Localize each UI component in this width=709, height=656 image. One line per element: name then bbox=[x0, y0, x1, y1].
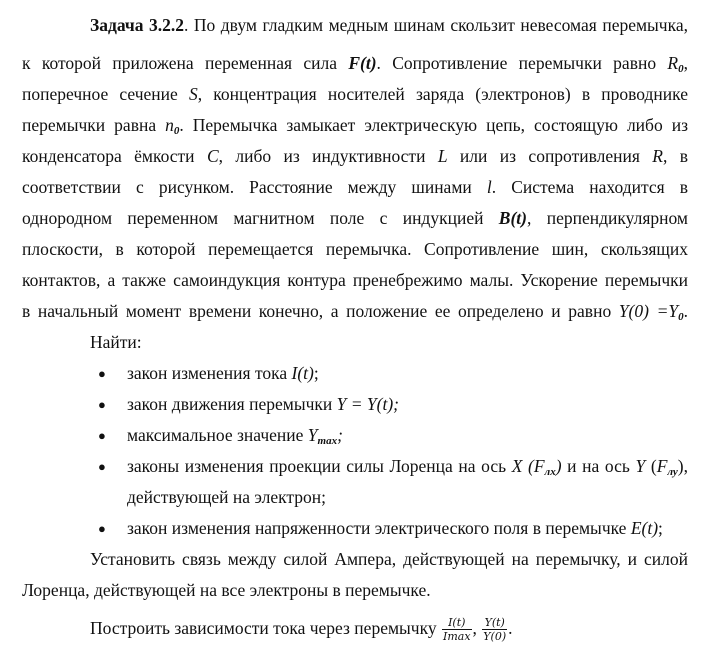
text-segment: соответствии с рисунком. Расстояние между шинами bbox=[22, 177, 487, 197]
paragraph-line bbox=[22, 141, 688, 172]
text-segment: , концентрация носителей заряда (электронов) в проводнике bbox=[197, 84, 688, 104]
paragraph-line bbox=[22, 265, 688, 296]
text-segment: перемычки равна bbox=[22, 115, 166, 135]
fraction-current bbox=[442, 616, 472, 643]
bullet-icon: ● bbox=[98, 459, 106, 474]
paragraph-line bbox=[22, 10, 688, 41]
bullet-icon: ● bbox=[98, 397, 106, 412]
paragraph-line bbox=[22, 234, 688, 265]
paragraph-line bbox=[22, 172, 688, 203]
text-segment: , либо из индуктивности bbox=[218, 146, 438, 166]
math-symbol: F(t) bbox=[348, 53, 377, 73]
text-segment: . bbox=[683, 301, 688, 321]
math-symbol: S bbox=[188, 84, 198, 104]
math-symbol: R bbox=[652, 146, 663, 166]
paragraph-line bbox=[22, 203, 688, 234]
text-segment: , bbox=[683, 53, 688, 73]
find-list bbox=[22, 358, 688, 544]
math-symbol: ) bbox=[555, 456, 562, 476]
text-segment: однородном переменном магнитном поле с индукцией bbox=[22, 208, 499, 228]
text-segment: . Сопротивление перемычки равно bbox=[376, 53, 668, 73]
subscript-text: 0 bbox=[678, 311, 684, 323]
relation-line-1: Установить связь между силой Ампера, действующей на перемычку, и силой bbox=[90, 549, 688, 569]
paragraph-line bbox=[22, 296, 688, 327]
text-segment: в начальный момент времени конечно, а положение ее определено и равно bbox=[22, 301, 619, 321]
fraction-numerator: I(t) bbox=[442, 616, 472, 630]
list-item bbox=[22, 389, 688, 420]
subscript-text: 0 bbox=[173, 125, 180, 137]
paragraph-line bbox=[22, 48, 688, 79]
text-segment: действующей на электрон; bbox=[127, 487, 326, 507]
text-segment: Задача 3.2.2 bbox=[90, 15, 185, 35]
math-symbol: B(t) bbox=[498, 208, 527, 228]
text-segment: закон изменения тока bbox=[127, 363, 292, 383]
text-segment: закон изменения напряженности электрического поля в перемычке bbox=[127, 518, 631, 538]
separator: , bbox=[472, 618, 482, 638]
text-segment: . Система находится в bbox=[491, 177, 688, 197]
text-segment: закон движения перемычки bbox=[127, 394, 337, 414]
math-symbol: ; bbox=[337, 425, 343, 445]
math-symbol: L bbox=[437, 146, 448, 166]
list-item bbox=[22, 513, 688, 544]
list-item bbox=[22, 358, 688, 389]
math-symbol: Y bbox=[307, 425, 318, 445]
subscript-text: лу bbox=[667, 466, 678, 478]
subscript-text: 0 bbox=[678, 63, 684, 75]
math-symbol: n bbox=[165, 115, 174, 135]
math-symbol: Y bbox=[635, 456, 646, 476]
paragraph-line bbox=[22, 79, 688, 110]
fraction-denominator: Imax bbox=[442, 630, 471, 644]
end-period: . bbox=[508, 618, 513, 638]
math-symbol: C bbox=[206, 146, 219, 166]
math-symbol: R bbox=[667, 53, 679, 73]
text-segment: ( bbox=[645, 456, 657, 476]
relation-line-2: Лоренца, действующей на все электроны в перемычке. bbox=[22, 580, 431, 600]
bullet-icon: ● bbox=[98, 428, 106, 443]
plot-task-text: Построить зависимости тока через перемычку bbox=[90, 618, 441, 638]
paragraph-line bbox=[22, 110, 688, 141]
bullet-icon: ● bbox=[98, 366, 106, 381]
subscript-text: лх bbox=[544, 466, 556, 478]
text-segment: ; bbox=[658, 518, 663, 538]
subscript-text: max bbox=[317, 435, 338, 447]
find-heading: Найти: bbox=[90, 332, 142, 352]
text-segment: к которой приложена переменная сила bbox=[22, 53, 349, 73]
text-segment: конденсатора ёмкости bbox=[22, 146, 207, 166]
math-symbol: Y(0) =Y bbox=[618, 301, 679, 321]
text-segment: плоскости, в которой перемещается перемычка. Сопротивление шин, скользящих bbox=[22, 239, 688, 259]
text-segment: , перпендикулярном bbox=[527, 208, 688, 228]
math-symbol: X (F bbox=[511, 456, 545, 476]
list-item bbox=[22, 420, 688, 451]
fraction-numerator: Y(t) bbox=[482, 616, 507, 630]
text-segment: или из сопротивления bbox=[447, 146, 653, 166]
text-segment: , в bbox=[663, 146, 688, 166]
text-segment: и на ось bbox=[561, 456, 636, 476]
text-segment: поперечное сечение bbox=[22, 84, 189, 104]
list-item-continuation bbox=[22, 482, 688, 513]
list-item bbox=[22, 451, 688, 482]
problem-statement bbox=[22, 10, 688, 327]
math-symbol: F bbox=[656, 456, 668, 476]
text-segment: максимальное значение bbox=[127, 425, 308, 445]
plot-task bbox=[22, 613, 688, 644]
text-segment: ), bbox=[677, 456, 688, 476]
fraction-position bbox=[482, 616, 507, 643]
text-segment: контактов, а также самоиндукция контура пренебрежимо малы. Ускорение перемычки bbox=[22, 270, 688, 290]
text-segment: ; bbox=[313, 363, 319, 383]
math-symbol: Y = Y(t); bbox=[336, 394, 399, 414]
bullet-icon: ● bbox=[98, 521, 106, 536]
math-symbol: E(t) bbox=[630, 518, 659, 538]
fraction-denominator: Y(0) bbox=[483, 630, 507, 644]
text-segment: законы изменения проекции силы Лоренца на ось bbox=[127, 456, 512, 476]
math-symbol: I(t) bbox=[291, 363, 314, 383]
problem-document bbox=[22, 10, 688, 644]
text-segment: . По двум гладким медным шинам скользит невесомая перемычка, bbox=[184, 15, 688, 35]
math-symbol: l bbox=[486, 177, 492, 197]
text-segment: . Перемычка замыкает электрическую цепь, состоящую либо из bbox=[179, 115, 688, 135]
